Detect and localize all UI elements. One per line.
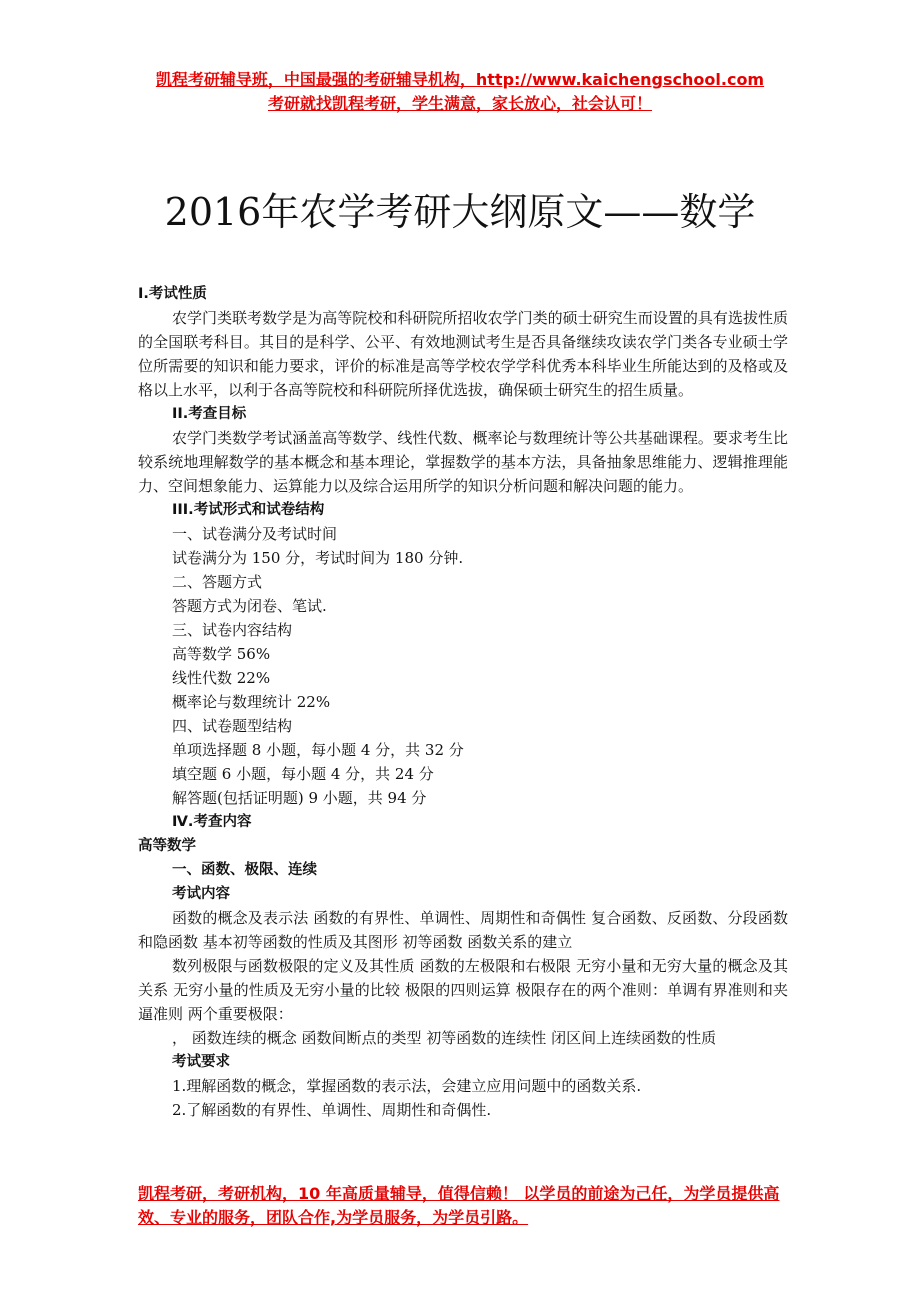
section-1-body: 农学门类联考数学是为高等院校和科研院所招收农学门类的硕士研究生而设置的具有选拔性质的全国联考科目。其目的是科学、公平、有效地测试考生是否具备继续攻读农学门类各专业硕士学位所需要的知识和能力要求，评价的标准是高等学校农学学科优秀本科毕业生所能达到的及格或及格以上水平，以利于各高等院校和科研院所择优选拔，确保硕士研究生的招生质量。	[138, 309, 788, 399]
exam-structure-line: 三、试卷内容结构	[172, 621, 293, 639]
exam-requirements-heading: 考试要求	[172, 1054, 230, 1070]
footer-text: 凯程考研，考研机构，10 年高质量辅导，值得信赖！ 以学员的前途为己任，为学员提供高效、专业的服务，团队合作,为学员服务，为学员引路。	[138, 1184, 780, 1227]
exam-structure-line: 单项选择题 8 小题，每小题 4 分，共 32 分	[172, 741, 464, 759]
exam-structure-line: 填空题 6 小题，每小题 4 分，共 24 分	[172, 765, 434, 783]
section-2-body: 农学门类数学考试涵盖高等数学、线性代数、概率论与数理统计等公共基础课程。要求考生比较系统地理解数学的基本概念和基本理论，掌握数学的基本方法，具备抽象思维能力、逻辑推理能力、空间想象能力、运算能力以及综合运用所学的知识分析问题和解决问题的能力。	[138, 429, 788, 495]
exam-content-paragraph: ， 函数连续的概念 函数间断点的类型 初等函数的连续性 闭区间上连续函数的性质	[172, 1029, 717, 1047]
exam-content-heading: 考试内容	[172, 886, 230, 902]
footer-banner	[138, 1182, 788, 1230]
section-3-heading: III.考试形式和试卷结构	[172, 502, 325, 518]
subject-heading: 高等数学	[138, 838, 196, 854]
section-2-heading: II.考查目标	[172, 406, 247, 422]
exam-content-paragraph: 数列极限与函数极限的定义及其性质 函数的左极限和右极限 无穷小量和无穷大量的概念及其关系 无穷小量的性质及无穷小量的比较 极限的四则运算 极限存在的两个准则：单调有界准则和夹逼准则 两个重要极限：	[138, 957, 788, 1023]
exam-structure-line: 高等数学 56%	[172, 645, 271, 663]
exam-structure-line: 答题方式为闭卷、笔试.	[172, 597, 327, 615]
document-body	[138, 282, 788, 1122]
header-banner	[0, 68, 920, 116]
section-4-heading: Ⅳ.考查内容	[172, 814, 252, 830]
exam-structure-line: 一、试卷满分及考试时间	[172, 525, 338, 543]
exam-structure-line: 解答题(包括证明题) 9 小题，共 94 分	[172, 789, 427, 807]
exam-structure-line: 试卷满分为 150 分，考试时间为 180 分钟.	[172, 549, 464, 567]
exam-structure-line: 二、答题方式	[172, 573, 263, 591]
section-1-heading: I.考试性质	[138, 286, 207, 302]
exam-structure-line: 线性代数 22%	[172, 669, 271, 687]
exam-structure-line: 四、试卷题型结构	[172, 717, 293, 735]
requirement-item: 1.理解函数的概念，掌握函数的表示法，会建立应用问题中的函数关系.	[172, 1077, 642, 1095]
exam-content-paragraph: 函数的概念及表示法 函数的有界性、单调性、周期性和奇偶性 复合函数、反函数、分段函数和隐函数 基本初等函数的性质及其图形 初等函数 函数关系的建立	[138, 909, 788, 951]
requirement-item: 2.了解函数的有界性、单调性、周期性和奇偶性.	[172, 1101, 492, 1119]
chapter-heading: 一、函数、极限、连续	[172, 862, 317, 878]
page-title: 2016年农学考研大纲原文——数学	[164, 190, 756, 234]
header-line-1[interactable]: 凯程考研辅导班，中国最强的考研辅导机构，http://www.kaichengschool.com	[155, 70, 765, 89]
header-line-2[interactable]: 考研就找凯程考研，学生满意，家长放心，社会认可！	[267, 94, 652, 113]
exam-structure-line: 概率论与数理统计 22%	[172, 693, 331, 711]
